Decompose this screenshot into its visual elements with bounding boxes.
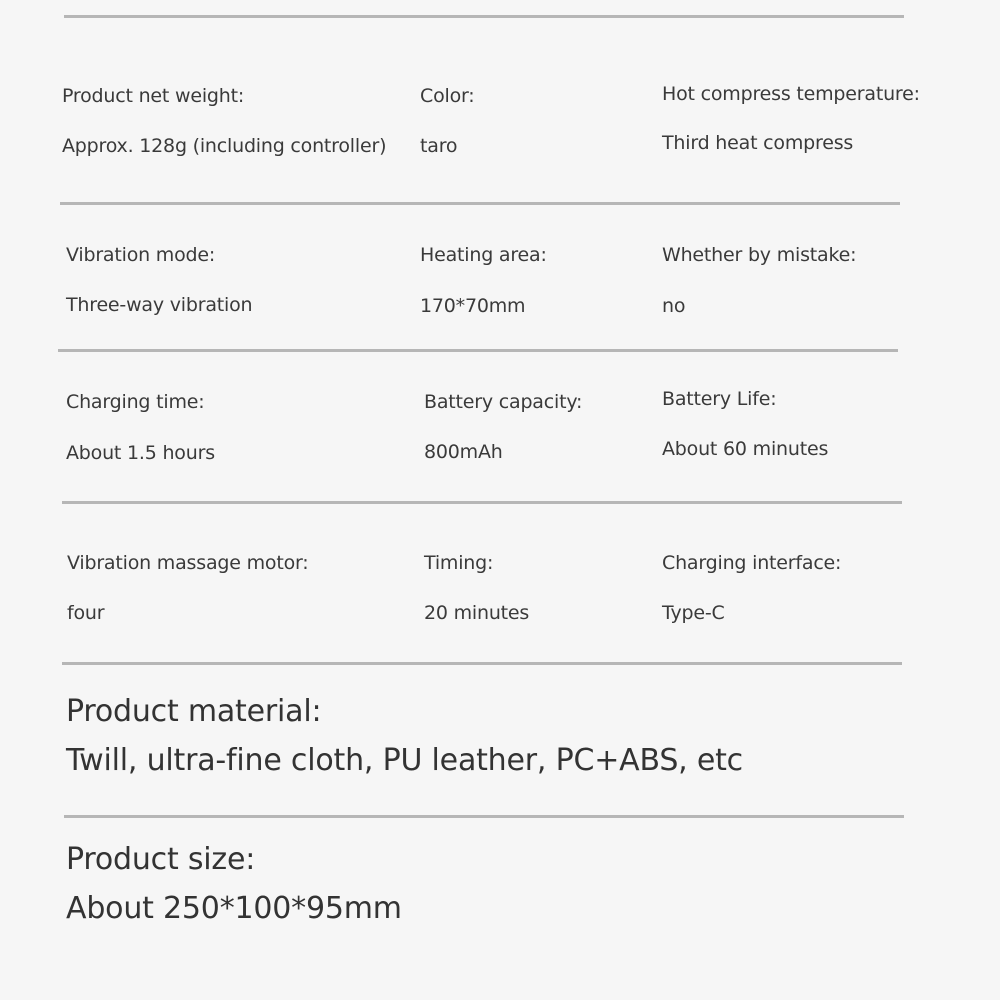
spec-value-battery-life: About 60 minutes [662,438,829,460]
spec-label-battery-life: Battery Life: [662,388,777,410]
spec-value-charging-interface: Type-C [662,602,725,624]
spec-value-charging-time: About 1.5 hours [66,442,215,464]
spec-label-hot-compress-temperature: Hot compress temperature: [662,83,920,105]
spec-label-net-weight: Product net weight: [62,85,245,107]
spec-label-color: Color: [420,85,475,107]
divider-row-4 [62,662,902,665]
divider-row-2 [58,349,898,352]
size-label: Product size: [66,842,256,877]
material-label: Product material: [66,694,322,729]
material-value: Twill, ultra-fine cloth, PU leather, PC+ABS, etc [66,743,743,778]
spec-label-heating-area: Heating area: [420,244,547,266]
spec-value-whether-by-mistake: no [662,295,686,317]
divider-material [64,815,904,818]
spec-value-timing: 20 minutes [424,602,530,624]
spec-value-heating-area: 170*70mm [420,295,526,317]
size-value: About 250*100*95mm [66,891,402,926]
spec-label-vibration-massage-motor: Vibration massage motor: [67,552,309,574]
spec-label-vibration-mode: Vibration mode: [66,244,216,266]
spec-value-hot-compress-temperature: Third heat compress [662,132,854,154]
spec-label-battery-capacity: Battery capacity: [424,391,583,413]
divider-row-1 [60,202,900,205]
spec-value-net-weight: Approx. 128g (including controller) [62,135,387,157]
divider-top [64,15,904,18]
spec-value-color: taro [420,135,458,157]
spec-label-charging-time: Charging time: [66,391,205,413]
divider-row-3 [62,501,902,504]
spec-value-battery-capacity: 800mAh [424,441,503,463]
spec-value-vibration-massage-motor: four [67,602,105,624]
spec-label-charging-interface: Charging interface: [662,552,842,574]
spec-label-whether-by-mistake: Whether by mistake: [662,244,857,266]
spec-label-timing: Timing: [424,552,494,574]
spec-value-vibration-mode: Three-way vibration [66,294,253,316]
